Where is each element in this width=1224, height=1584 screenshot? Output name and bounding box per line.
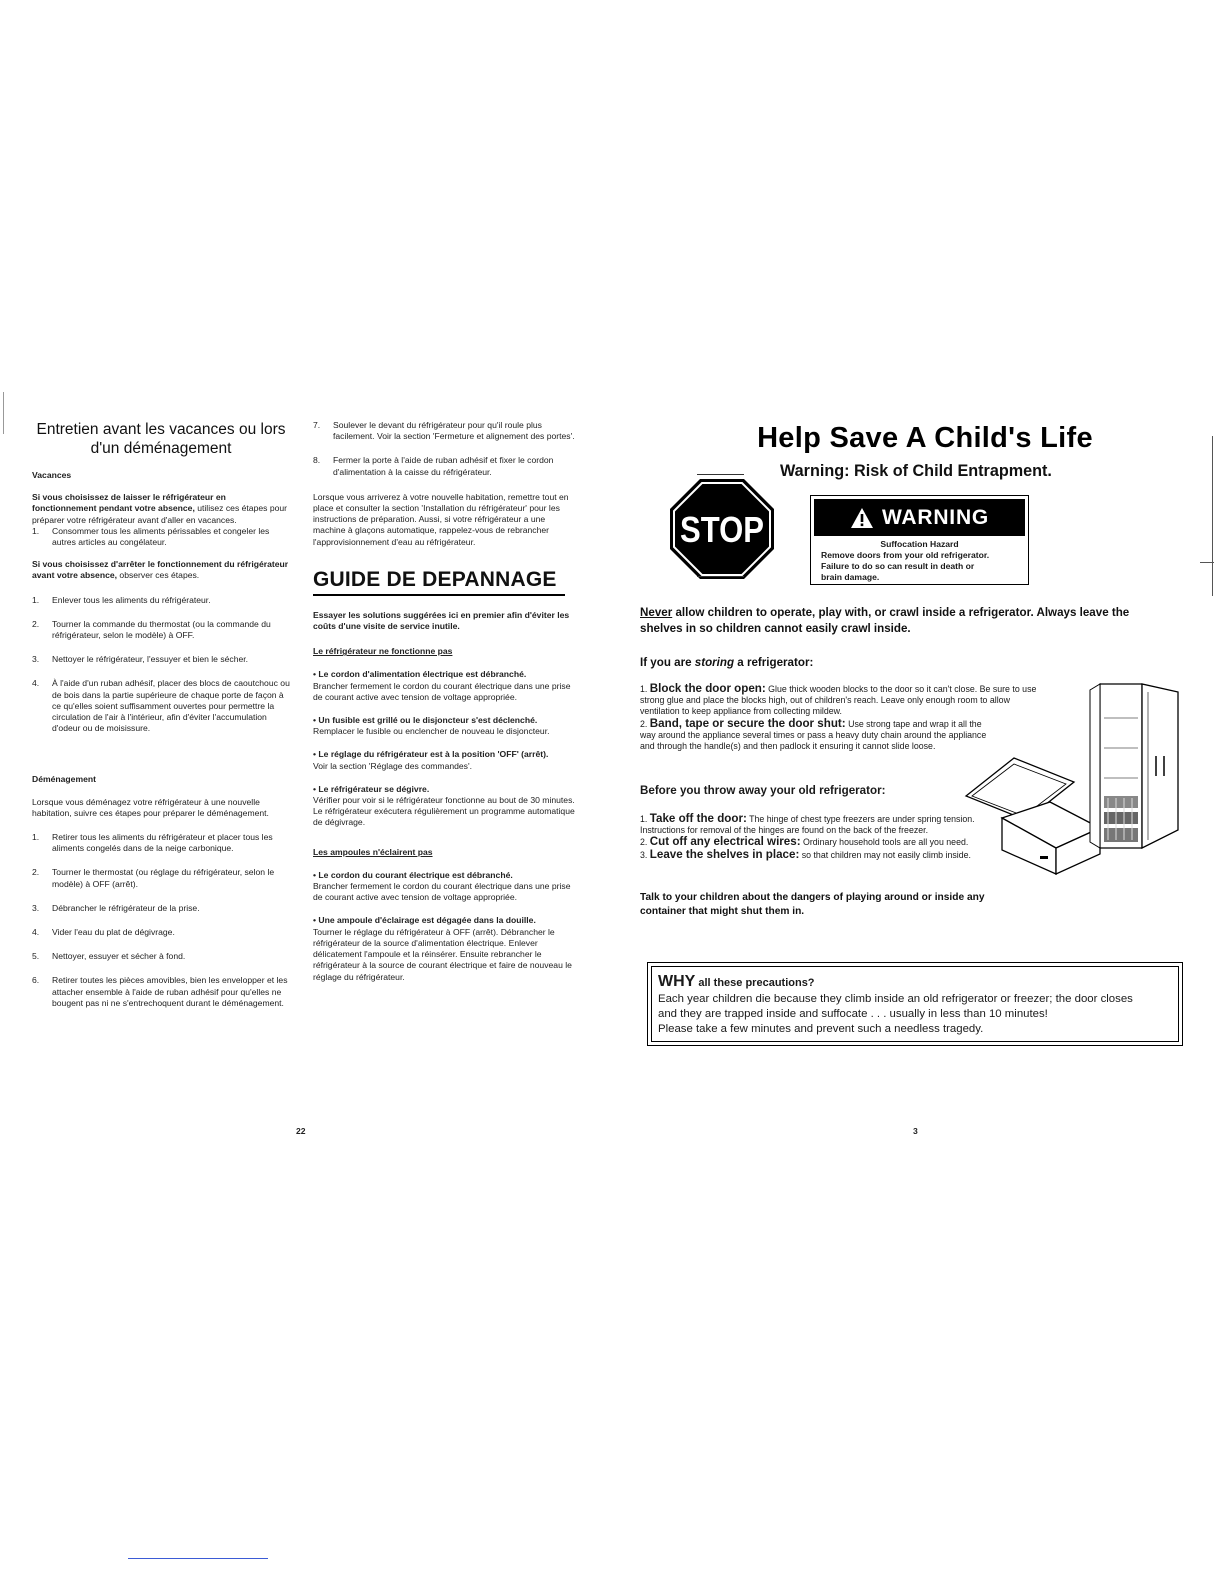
storing-heading: [640, 655, 813, 671]
section-heading-vacances: Vacances: [32, 470, 72, 480]
list-item-number: 5.: [32, 951, 40, 962]
step-number: 2.: [640, 837, 648, 848]
list-item-text: Enlever tous les aliments du réfrigérateur.: [52, 594, 211, 605]
bottom-link-line: [128, 1558, 268, 1559]
troubleshoot-item: [313, 669, 575, 703]
left-column-1: [32, 420, 290, 1009]
list-item-text: À l'aide d'un ruban adhésif, placer des blocs de caoutchouc ou de bois dans la partie supérieure de chaque porte de façon à ce qu'elles soient suffisamment ouvertes pour permettre la circulation de l'air à l'intérieur, afin d'éviter l'accumulation d'odeur ou de moisissure.: [52, 678, 290, 734]
throw-away-heading: Before you throw away your old refrigerator:: [640, 784, 886, 797]
list-item: [32, 619, 290, 641]
list-item-text: Retirer tous les aliments du réfrigérateur et placer tous les aliments congelés dans de la neige carbonique.: [52, 832, 273, 854]
section-heading-demenagement: Déménagement: [32, 774, 96, 785]
list-item: [32, 526, 290, 548]
left-column-2: [313, 420, 575, 983]
list-item: [32, 903, 290, 914]
storing-step: [640, 718, 990, 753]
why-box: [647, 962, 1183, 1046]
storing-em: storing: [694, 656, 735, 669]
troubleshoot-item-title: • Le cordon d'alimentation électrique est débranché.: [313, 669, 527, 680]
list-item-text: Tourner la commande du thermostat (ou la commande du réfrigérateur, selon le modèle) à OFF.: [52, 618, 271, 641]
step-text: Glue thick wooden blocks to the door so it can't close. Be sure to use strong glue and place the blocks high, out of children's reach. Leave only enough room to allow ventilation to keep appliance from collecting mildew.: [640, 684, 1037, 717]
guide-title: GUIDE DE DEPANNAGE: [313, 567, 557, 591]
list-item: [32, 654, 290, 665]
left-edge-mark: [3, 392, 4, 434]
demenagement-intro: Lorsque vous déménagez votre réfrigérateur à une nouvelle habitation, suivre ces étapes pour préparer le déménagement.: [32, 796, 269, 818]
warning-triangle-icon: [850, 507, 874, 529]
step-heading: Leave the shelves in place:: [649, 847, 800, 861]
right-edge-tick: [1200, 562, 1214, 563]
list-item: [32, 832, 290, 854]
never-word: Never: [640, 606, 673, 619]
step-number: 1.: [640, 684, 648, 694]
list-item-text: Nettoyer, essuyer et sécher à fond.: [52, 951, 186, 962]
warning-box-line: brain damage.: [821, 572, 880, 582]
list-item-number: 8.: [313, 455, 321, 466]
right-page-subtitle: Warning: Risk of Child Entrapment.: [780, 462, 1052, 480]
list-item-number: 2.: [32, 618, 40, 629]
why-line: Please take a few minutes and prevent such a needless tragedy.: [658, 1023, 984, 1035]
list-item-number: 4.: [32, 678, 40, 689]
step-text: Ordinary household tools are all you need.: [800, 837, 969, 848]
troubleshoot-item-text: Brancher fermement le cordon du courant électrique dans une prise de courant active avec tension de voltage appropriée.: [313, 881, 571, 903]
list-item-number: 1.: [32, 594, 40, 605]
troubleshoot-item-title: • Le cordon du courant électrique est débranché.: [313, 869, 513, 880]
list-item-number: 4.: [32, 927, 40, 938]
list-item-number: 2.: [32, 867, 40, 878]
troubleshoot-item-text: Vérifier pour voir si le réfrigérateur fonctionne au bout de 30 minutes. Le réfrigérateur exécutera régulièrement un programme automatique de dégivrage.: [313, 795, 575, 828]
troubleshoot-item-text: Remplacer le fusible ou enclencher de nouveau le disjoncteur.: [313, 726, 550, 737]
why-heading: [658, 973, 1172, 992]
never-paragraph: [640, 605, 1160, 636]
list-item-number: 3.: [32, 654, 40, 665]
why-line: Each year children die because they climb inside an old refrigerator or freezer; the door closes: [658, 993, 1133, 1005]
why-big: WHY: [658, 973, 696, 990]
step-heading: Band, tape or secure the door shut:: [649, 716, 846, 730]
storing-pre: If you are: [640, 656, 695, 669]
guide-intro: Essayer les solutions suggérées ici en premier afin d'éviter les coûts d'une visite de service inutile.: [313, 609, 570, 632]
list-item-number: 1.: [32, 832, 40, 843]
warning-box-line: Remove doors from your old refrigerator.: [821, 550, 990, 560]
storing-steps: [640, 683, 1040, 752]
step-text: Use strong tape and wrap it all the way around the appliance several times or pass a heavy duty chain around the appliance and through the handle(s) and then padlock it ensuring it cannot slide loose.: [640, 718, 987, 752]
why-line: and they are trapped inside and suffocate . . . usually in less than 10 minutes!: [658, 1008, 1048, 1020]
list-item-text: Débrancher le réfrigérateur de la prise.: [52, 902, 200, 913]
list-item-text: Tourner le thermostat (ou réglage du réfrigérateur, selon le modèle) à OFF (arrêt).: [52, 867, 275, 889]
talk-paragraph: Talk to your children about the dangers of playing around or inside any container that might shut them in.: [640, 892, 985, 917]
list-item: [32, 595, 290, 606]
troubleshoot-item: [313, 715, 575, 737]
step-heading: Cut off any electrical wires:: [649, 835, 801, 849]
list-item-text: Soulever le devant du réfrigérateur pour qu'il roule plus facilement. Voir la section 'Fermeture et alignement des portes'.: [333, 420, 575, 442]
throw-step: [640, 849, 1000, 861]
troubleshoot-item: [313, 749, 575, 771]
step-number: 3.: [640, 849, 648, 860]
arrival-paragraph: Lorsque vous arriverez à votre nouvelle habitation, remettre tout en place et consulter la section 'Installation du réfrigérateur' pour les instructions de préparation. Aussi, si votre réfrigérateur a une machine à glaçons automatique, rappelez-vous de rebrancher l'approvisionnement d'eau au réfrigérateur.: [313, 491, 569, 547]
troubleshoot-item-title: • Le réfrigérateur se dégivre.: [313, 783, 430, 794]
list-item-number: 1.: [32, 525, 40, 536]
never-rest: allow children to operate, play with, or crawl inside a refrigerator. Always leave the shelves in so children cannot easily crawl inside.: [640, 606, 1130, 635]
throw-step: [640, 813, 1000, 836]
page-number-left: 22: [296, 1126, 306, 1136]
troubleshoot-item-title: • Un fusible est grillé ou le disjoncteur s'est déclenché.: [313, 715, 538, 726]
stop-sign-baseline: [697, 576, 744, 577]
guide-title-underline: [313, 594, 565, 596]
troubleshoot-item-title: • Une ampoule d'éclairage est dégagée dans la douille.: [313, 915, 536, 926]
right-edge-mark: [1212, 436, 1213, 596]
troubleshoot-item-text: Tourner le réglage du réfrigérateur à OFF (arrêt). Débrancher le réfrigérateur de la source d'alimentation électrique. Enlever délicatement l'ampoule et la réinsérer. Ensuite rebrancher le réfrigérateur à la source de courant électrique et faire de nouveau le réglage du réfrigérateur.: [313, 926, 572, 982]
list-item-text: Nettoyer le réfrigérateur, l'essuyer et bien le sécher.: [52, 654, 249, 665]
list-item: [313, 420, 575, 442]
troubleshoot-item-text: Voir la section 'Réglage des commandes'.: [313, 760, 473, 771]
page-number-right: 3: [913, 1126, 918, 1136]
list-item: [32, 867, 290, 889]
section-heading: Le réfrigérateur ne fonctionne pas: [313, 646, 453, 657]
list-item: [32, 678, 290, 734]
section-heading: Les ampoules n'éclairent pas: [313, 846, 433, 857]
stop-sign-text: STOP: [680, 509, 764, 550]
list-item: [313, 455, 575, 477]
list-item-text: Vider l'eau du plat de dégivrage.: [52, 927, 175, 938]
throw-steps: [640, 813, 1000, 861]
warning-label: WARNING: [881, 505, 990, 529]
step-text: The hinge of chest type freezers are under spring tension. Instructions for removal of the hinges are found on the back of the freezer.: [640, 814, 975, 836]
intro-1-bold: Si vous choisissez de laisser le réfrigérateur en fonctionnement pendant votre absence,: [32, 492, 226, 514]
list-item-number: 3.: [32, 902, 40, 913]
list-item: [32, 975, 290, 1009]
troubleshoot-item: [313, 784, 575, 829]
troubleshoot-item-text: Brancher fermement le cordon du courant électrique dans une prise de courant active avec tension de voltage appropriée.: [313, 680, 571, 702]
list-item-number: 7.: [313, 420, 321, 430]
troubleshoot-item: [313, 915, 575, 982]
intro-2-bold: Si vous choisissez d'arrêter le fonctionnement du réfrigérateur avant votre absence,: [32, 559, 289, 581]
step-heading: Take off the door:: [649, 812, 747, 825]
subtitle-rule: [697, 474, 744, 475]
intro-paragraph-1: [32, 492, 290, 526]
page-title: Entretien avant les vacances ou lors d'un déménagement: [36, 421, 286, 457]
troubleshoot-item: [313, 870, 575, 904]
stop-sign-icon: [669, 478, 775, 580]
warning-header: [814, 499, 1025, 536]
step-number: 2.: [640, 718, 648, 729]
why-small: all these precautions?: [695, 977, 815, 989]
list-item-text: Fermer la porte à l'aide de ruban adhésif et fixer le cordon d'alimentation à la caisse du réfrigérateur.: [333, 455, 554, 477]
troubleshoot-item-title: • Le réglage du réfrigérateur est à la position 'OFF' (arrêt).: [313, 749, 549, 760]
storing-step: [640, 683, 1040, 718]
intro-paragraph-2: [32, 559, 290, 581]
warning-box-line: Failure to do so can result in death or: [821, 561, 975, 571]
intro-1-rest: utilisez ces étapes pour préparer votre réfrigérateur avant d'aller en vacances.: [32, 503, 288, 525]
warning-box: [810, 495, 1029, 585]
right-page-title: Help Save A Child's Life: [757, 422, 1093, 454]
step-heading: Block the door open:: [649, 682, 766, 695]
list-item-text: Retirer toutes les pièces amovibles, bien les envelopper et les attacher ensemble à l'aide de ruban adhésif pour qu'elles ne bougent pas ni ne s'entrechoquent durant le déménagement.: [52, 975, 288, 1008]
list-item: [32, 951, 290, 962]
list-item-number: 6.: [32, 975, 40, 986]
step-text: so that children may not easily climb inside.: [799, 849, 971, 860]
list-item-text: Consommer tous les aliments périssables et congeler les autres articles au congélateur.: [52, 525, 270, 548]
step-number: 1.: [640, 814, 648, 824]
upright-refrigerator-illustration: [1086, 678, 1182, 854]
warning-box-title: Suffocation Hazard: [880, 539, 959, 549]
intro-2-rest: observer ces étapes.: [117, 570, 200, 581]
list-item: [32, 927, 290, 938]
storing-post: a refrigerator:: [734, 656, 814, 669]
